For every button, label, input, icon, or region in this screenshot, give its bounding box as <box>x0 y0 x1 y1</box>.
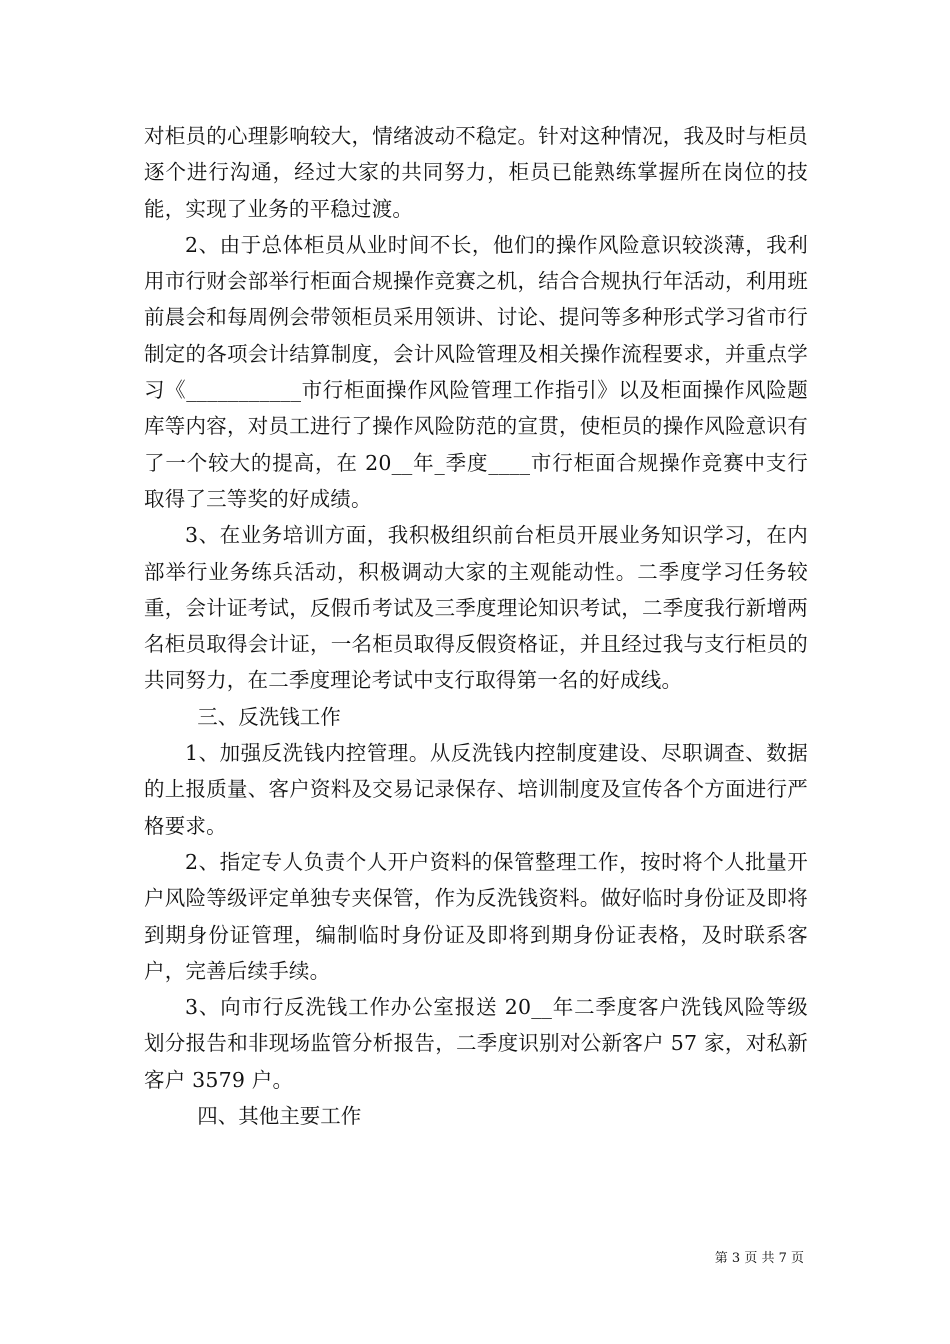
paragraph-continuation: 对柜员的心理影响较大，情绪波动不稳定。针对这种情况，我及时与柜员逐个进行沟通，经过大家的共同努力，柜员已能熟练掌握所在岗位的技能，实现了业务的平稳过渡。 <box>144 124 808 221</box>
paragraph-aml-item-2: 2、指定专人负责个人开户资料的保管整理工作，按时将个人批量开户风险等级评定单独专夹保管，作为反洗钱资料。做好临时身份证及即将到期身份证管理，编制临时身份证及即将到期身份证表格，及时联系客户，完善后续手续。 <box>144 849 808 983</box>
page-number-footer: 第 3 页 共 7 页 <box>714 1251 804 1266</box>
document-body <box>144 118 808 1134</box>
section-heading-other-work: 四、其他主要工作 <box>197 1104 362 1129</box>
paragraph-item-2-risk-awareness: 2、由于总体柜员从业时间不长，他们的操作风险意识较淡薄，我利用市行财会部举行柜面合规操作竞赛之机，结合合规执行年活动，利用班前晨会和每周例会带领柜员采用领讲、讨论、提问等多种形式学习省市行制定的各项会计结算制度，会计风险管理及相关操作流程要求，并重点学习《___________市行柜面操作风险管理工作指引》以及柜面操作风险题库等内容，对员工进行了操作风险防范的宣贯，使柜员的操作风险意识有了一个较大的提高，在 20__年_季度____市行柜面合规操作竞赛中支行取得了三等奖的好成绩。 <box>144 232 808 511</box>
section-heading-anti-money-laundering: 三、反洗钱工作 <box>197 704 341 729</box>
paragraph-aml-item-1: 1、加强反洗钱内控管理。从反洗钱内控制度建设、尽职调查、数据的上报质量、客户资料及交易记录保存、培训制度及宣传各个方面进行严格要求。 <box>144 741 808 838</box>
paragraph-item-3-training: 3、在业务培训方面，我积极组织前台柜员开展业务知识学习，在内部举行业务练兵活动，积极调动大家的主观能动性。二季度学习任务较重，会计证考试，反假币考试及三季度理论知识考试，二季度我行新增两名柜员取得会计证，一名柜员取得反假资格证，并且经过我与支行柜员的共同努力，在二季度理论考试中支行取得第一名的好成线。 <box>144 523 808 693</box>
paragraph-aml-item-3: 3、向市行反洗钱工作办公室报送 20__年二季度客户洗钱风险等级划分报告和非现场监管分析报告，二季度识别对公新客户 57 家，对私新客户 3579 户。 <box>144 995 808 1092</box>
